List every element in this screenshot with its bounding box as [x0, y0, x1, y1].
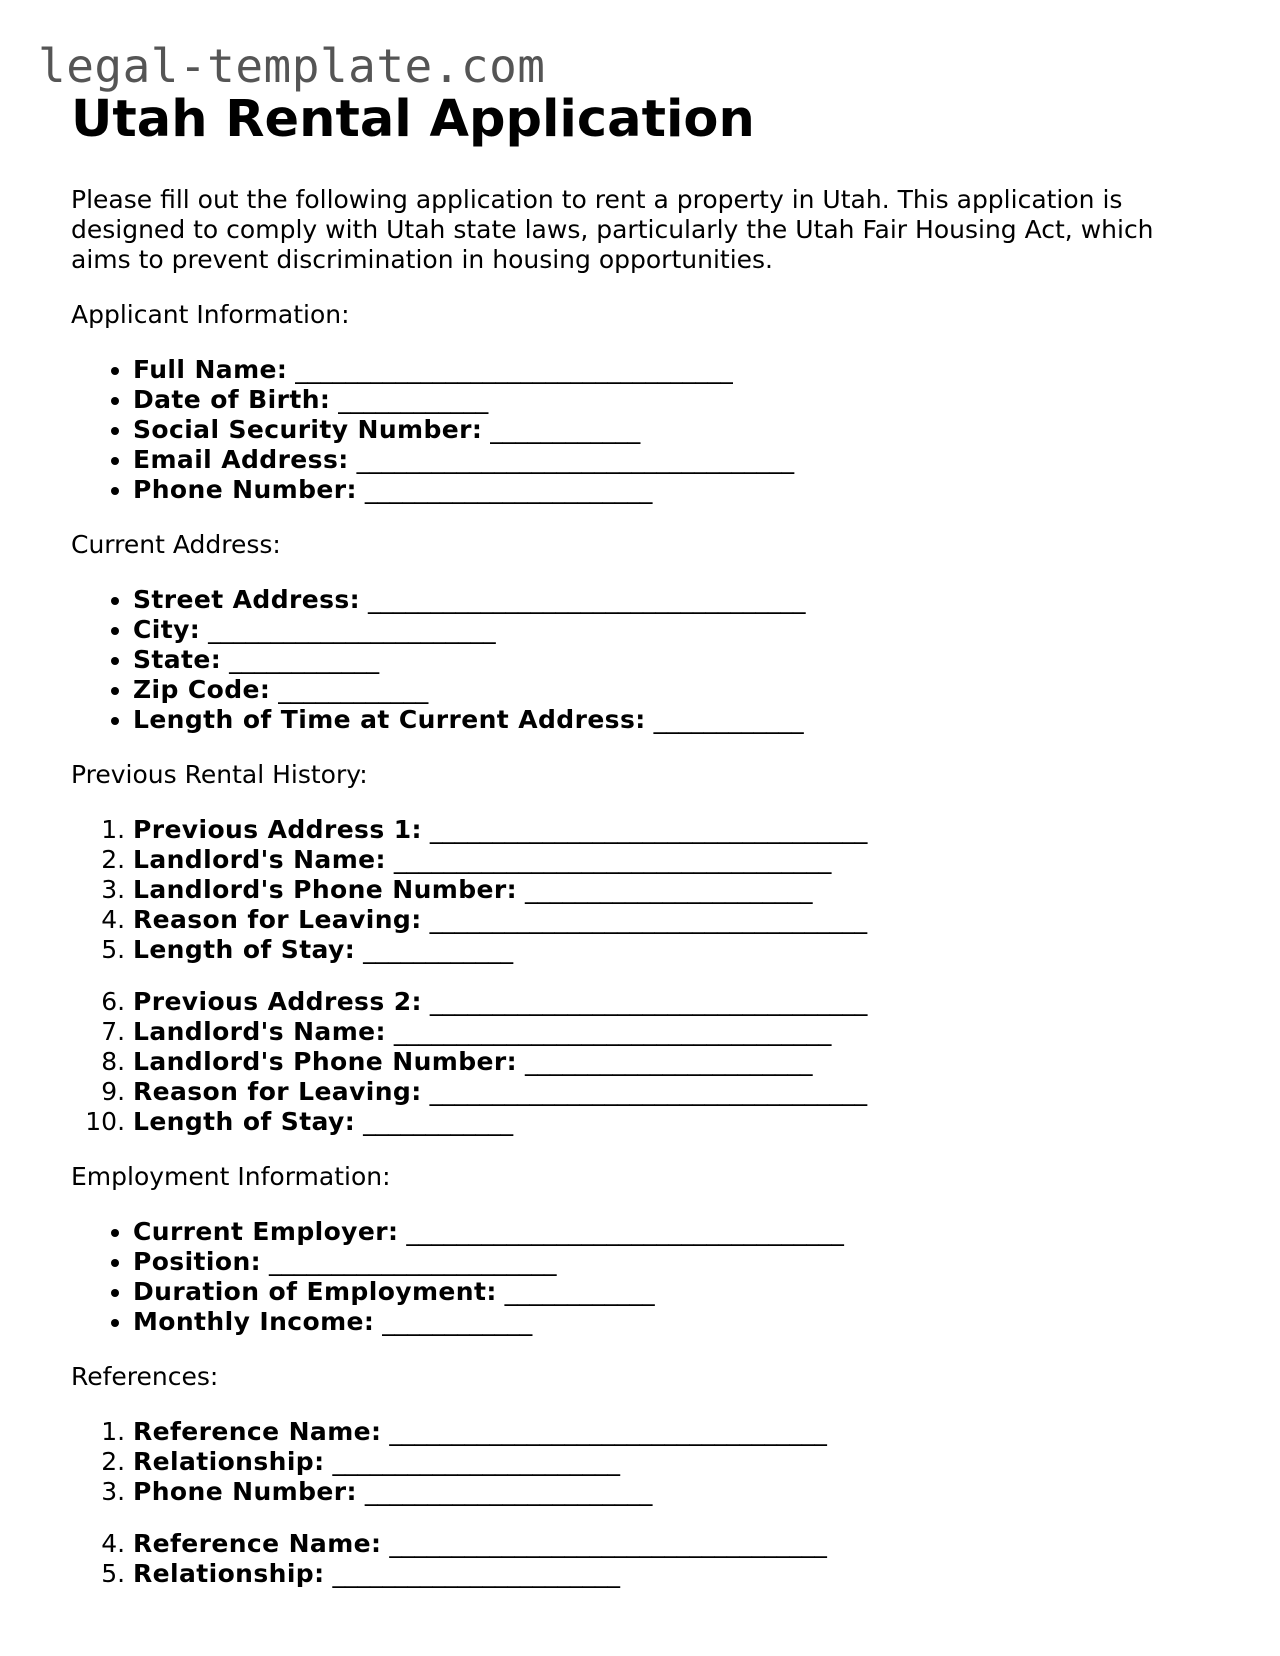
fill-blank[interactable]: ____________ [363, 935, 514, 964]
employment-heading: Employment Information: [71, 1162, 391, 1191]
list-item [133, 1417, 1221, 1447]
field-label: Full Name: [133, 355, 288, 384]
field-phone [133, 475, 1221, 505]
field-label: Landlord's Phone Number: [133, 875, 518, 904]
applicant-heading: Applicant Information: [71, 300, 350, 329]
fill-blank[interactable]: ___________________________________ [393, 845, 832, 874]
fill-blank[interactable]: _______________________ [332, 1559, 620, 1588]
applicant-fields-list [71, 355, 1221, 505]
field-current-employer [133, 1217, 1221, 1247]
field-label: Social Security Number: [133, 415, 483, 444]
field-street-address [133, 585, 1221, 615]
list-item [133, 1047, 1221, 1077]
fill-blank[interactable]: _______________________ [364, 475, 653, 504]
field-ssn [133, 415, 1221, 445]
fill-blank[interactable]: _______________________ [332, 1447, 620, 1476]
field-monthly-income [133, 1307, 1221, 1337]
current-address-list [71, 585, 1221, 735]
fill-blank[interactable]: ____________ [338, 385, 489, 414]
fill-blank[interactable]: ___________________________________ [406, 1217, 844, 1246]
list-item [133, 905, 1221, 935]
fill-blank[interactable]: ___________________________________ [429, 815, 868, 844]
field-label: Date of Birth: [133, 385, 331, 414]
fill-blank[interactable]: ____________ [490, 415, 641, 444]
field-label: State: [133, 645, 222, 674]
field-label: Landlord's Phone Number: [133, 1047, 518, 1076]
fill-blank[interactable]: ____________ [382, 1307, 533, 1336]
fill-blank[interactable]: ___________________________________ [295, 355, 733, 384]
references-list-1 [71, 1417, 1221, 1507]
field-label: Phone Number: [133, 475, 357, 504]
field-length-at-address [133, 705, 1221, 735]
list-item [133, 1559, 1221, 1589]
references-heading: References: [71, 1362, 219, 1391]
list-item [133, 1107, 1221, 1137]
fill-blank[interactable]: ____________ [278, 675, 429, 704]
fill-blank[interactable]: ___________________________________ [393, 1017, 832, 1046]
fill-blank[interactable]: ___________________________________ [429, 1077, 868, 1106]
field-date-of-birth [133, 385, 1221, 415]
site-watermark: legal-template.com [38, 39, 546, 93]
rental-history-heading: Previous Rental History: [71, 760, 368, 789]
field-label: Reason for Leaving: [133, 1077, 422, 1106]
current-address-heading: Current Address: [71, 530, 281, 559]
fill-blank[interactable]: ___________________________________ [429, 987, 868, 1016]
list-item [133, 1529, 1221, 1559]
field-label: Length of Stay: [133, 935, 356, 964]
field-label: Reference Name: [133, 1417, 382, 1446]
fill-blank[interactable]: _______________________ [524, 875, 813, 904]
field-full-name [133, 355, 1221, 385]
list-item [133, 845, 1221, 875]
fill-blank[interactable]: ____________ [504, 1277, 655, 1306]
field-state [133, 645, 1221, 675]
field-label: Previous Address 1: [133, 815, 422, 844]
field-label: Phone Number: [133, 1477, 357, 1506]
fill-blank[interactable]: ___________________________________ [429, 905, 868, 934]
field-label: Duration of Employment: [133, 1277, 497, 1306]
field-label: Position: [133, 1247, 262, 1276]
field-label: Relationship: [133, 1559, 325, 1588]
fill-blank[interactable]: ___________________________________ [368, 585, 806, 614]
field-label: Zip Code: [133, 675, 271, 704]
fill-blank[interactable]: _______________________ [524, 1047, 813, 1076]
list-item [133, 875, 1221, 905]
list-item [133, 987, 1221, 1017]
references-list-2 [71, 1529, 1221, 1589]
field-label: Landlord's Name: [133, 1017, 386, 1046]
document [71, 88, 1221, 1589]
fill-blank[interactable]: ___________________________________ [389, 1529, 827, 1558]
list-item [133, 1077, 1221, 1107]
fill-blank[interactable]: ___________________________________ [389, 1417, 827, 1446]
field-label: Reference Name: [133, 1529, 382, 1558]
rental-history-list-1 [71, 815, 1221, 965]
field-label: Length of Time at Current Address: [133, 705, 646, 734]
page-title: Utah Rental Application [71, 90, 755, 149]
fill-blank[interactable]: _______________________ [208, 615, 496, 644]
field-label: Relationship: [133, 1447, 325, 1476]
fill-blank[interactable]: _______________________ [364, 1477, 653, 1506]
fill-blank[interactable]: ____________ [363, 1107, 514, 1136]
fill-blank[interactable]: ____________ [229, 645, 380, 674]
field-label: Monthly Income: [133, 1307, 375, 1336]
field-label: Street Address: [133, 585, 361, 614]
list-item [133, 1017, 1221, 1047]
field-duration-employment [133, 1277, 1221, 1307]
list-item [133, 1447, 1221, 1477]
field-zip [133, 675, 1221, 705]
field-position [133, 1247, 1221, 1277]
field-city [133, 615, 1221, 645]
field-label: Reason for Leaving: [133, 905, 422, 934]
fill-blank[interactable]: ____________ [653, 705, 804, 734]
field-label: Previous Address 2: [133, 987, 422, 1016]
field-label: Landlord's Name: [133, 845, 386, 874]
field-label: City: [133, 615, 201, 644]
employment-list [71, 1217, 1221, 1337]
list-item [133, 935, 1221, 965]
fill-blank[interactable]: _______________________ [269, 1247, 557, 1276]
fill-blank[interactable]: ___________________________________ [356, 445, 795, 474]
list-item [133, 815, 1221, 845]
intro-paragraph: Please fill out the following application to rent a property in Utah. This application is designed to comply with Utah state laws, particularly the Utah Fair Housing Act, which aims to prevent discrimination in housing opportunities. [71, 185, 1154, 274]
field-label: Current Employer: [133, 1217, 399, 1246]
list-item [133, 1477, 1221, 1507]
field-label: Length of Stay: [133, 1107, 356, 1136]
rental-history-list-2 [71, 987, 1221, 1137]
field-email [133, 445, 1221, 475]
field-label: Email Address: [133, 445, 349, 474]
